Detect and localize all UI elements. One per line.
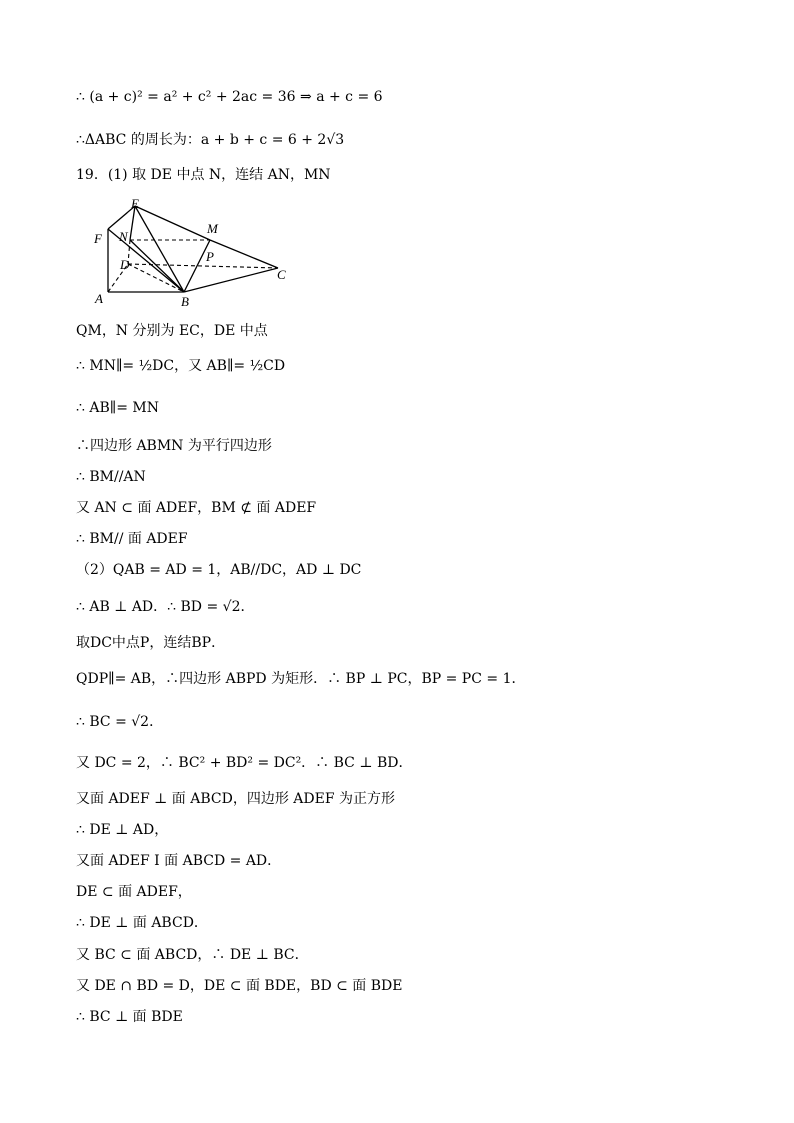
label-C: C [277, 267, 286, 282]
solution-line: ∴ DE ⊥ 面 ABCD． [76, 915, 208, 931]
edge-EM [135, 206, 210, 240]
solution-line: ∴四边形 ABMN 为平行四边形 [76, 438, 272, 454]
solution-line: ∴ DE ⊥ AD， [76, 822, 169, 838]
solution-line: ∴ AB∥= MN [76, 400, 159, 416]
label-A: A [95, 291, 103, 306]
solution-line: 19．(1) 取 DE 中点 N，连结 AN，MN [76, 167, 331, 183]
edge-NB [130, 240, 184, 292]
solution-line: ∴ BC = √2． [76, 714, 164, 730]
solution-line: （2）QAB = AD = 1，AB//DC，AD ⊥ DC [76, 562, 362, 578]
label-P: P [206, 249, 214, 264]
dashed-edges [108, 240, 278, 292]
label-M: M [207, 221, 218, 236]
solution-line: ∴ BM// 面 ADEF [76, 531, 188, 547]
edge-EB [135, 206, 184, 292]
edge-MC [210, 240, 278, 268]
solution-line: ∴ BM//AN [76, 469, 146, 485]
solution-line: ∴ MN∥= ½DC，又 AB∥= ½CD [76, 358, 286, 374]
label-B: B [181, 294, 189, 309]
solution-line: 又 DE ∩ BD = D，DE ⊂ 面 BDE，BD ⊂ 面 BDE [76, 978, 403, 994]
geometry-figure [92, 196, 292, 310]
solution-line: QDP∥= AB，∴四边形 ABPD 为矩形．∴ BP ⊥ PC，BP = PC = 1． [76, 671, 526, 687]
edge-EN [130, 206, 135, 240]
solution-line: 又 DC = 2，∴ BC² + BD² = DC²．∴ BC ⊥ BD． [76, 755, 413, 771]
solution-line: ∴ BC ⊥ 面 BDE [76, 1009, 183, 1025]
solution-line: 又面 ADEF I 面 ABCD = AD． [76, 853, 282, 869]
solution-line: 又 BC ⊂ 面 ABCD，∴ DE ⊥ BC． [76, 947, 309, 963]
edge-DC [128, 264, 278, 268]
label-E: E [131, 196, 139, 211]
solution-line: DE ⊂ 面 ADEF， [76, 884, 192, 900]
solution-line: 又 AN ⊂ 面 ADEF，BM ⊄ 面 ADEF [76, 500, 317, 516]
solution-line: ∴ (a + c)² = a² + c² + 2ac = 36 ⇒ a + c = 6 [76, 89, 383, 105]
label-N: N [119, 229, 128, 244]
solution-line: 取DC中点P，连结BP． [76, 635, 226, 651]
solution-line: ∴ AB ⊥ AD．∴ BD = √2． [76, 599, 255, 615]
solution-line: QM，N 分别为 EC，DE 中点 [76, 323, 268, 339]
label-D: D [120, 257, 130, 272]
solid-edges [108, 206, 278, 292]
solution-line: ∴ΔABC 的周长为：a + b + c = 6 + 2√3 [76, 132, 345, 148]
edge-BC [184, 268, 278, 292]
label-F: F [94, 231, 102, 246]
solution-line: 又面 ADEF ⊥ 面 ABCD，四边形 ADEF 为正方形 [76, 791, 395, 807]
